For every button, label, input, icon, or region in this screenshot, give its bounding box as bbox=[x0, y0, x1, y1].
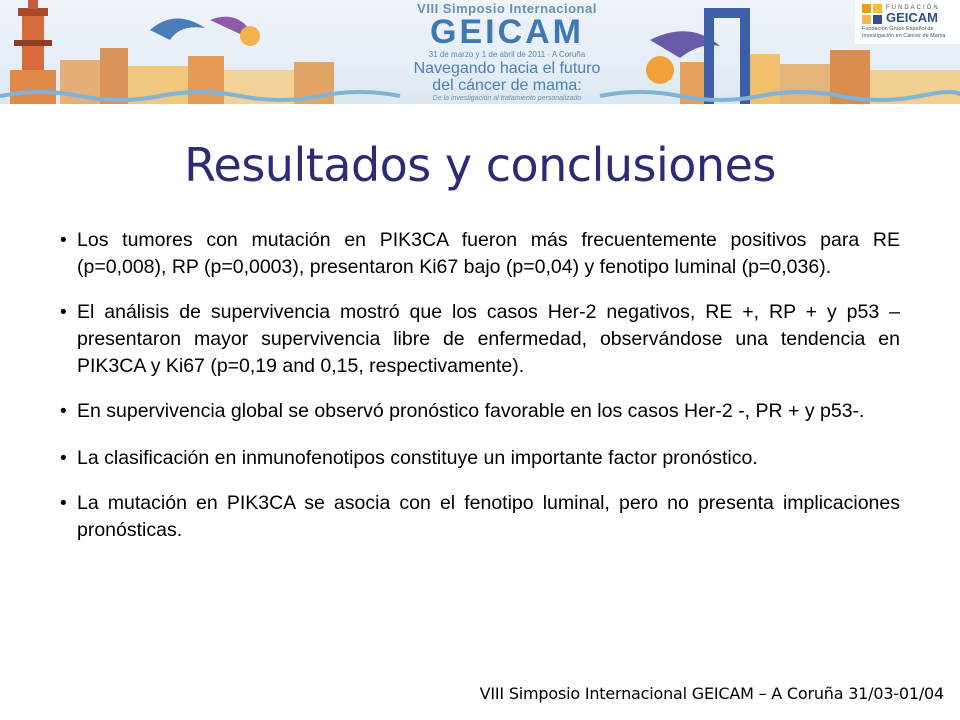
logo-prefix: FUNDACIÓN bbox=[886, 4, 940, 11]
list-item bbox=[60, 227, 900, 281]
bullet-icon: • bbox=[60, 493, 67, 514]
bullet-text: El análisis de supervivencia mostró que los casos Her-2 negativos, RE +, RP + y p53 – presentaron mayor supervivencia libre de enfermedad, observándose una tendencia en PIK3CA y Ki67 (p=0,19 and 0,15, respectivamente). bbox=[77, 301, 900, 377]
banner-tagline3: De la investigación al tratamiento personalizado bbox=[432, 95, 582, 102]
bullet-icon: • bbox=[60, 302, 67, 323]
bullet-text: Los tumores con mutación en PIK3CA fueron más frecuentemente positivos para RE (p=0,008), RP (p=0,0003), presentaron Ki67 bajo (p=0,04) y fenotipo luminal (p=0,036). bbox=[77, 229, 900, 278]
banner-title-block bbox=[382, 0, 632, 103]
bullet-icon: • bbox=[60, 401, 67, 422]
banner-line1: VIII Simposio Internacional bbox=[417, 1, 597, 16]
list-item bbox=[60, 299, 900, 380]
bullet-icon: • bbox=[60, 448, 67, 469]
bullet-icon: • bbox=[60, 230, 67, 251]
banner-tagline1: Navegando hacia el futuro bbox=[413, 60, 601, 77]
header-banner bbox=[0, 0, 960, 104]
slide-title: Resultados y conclusiones bbox=[184, 138, 776, 192]
lighthouse-illustration bbox=[10, 0, 56, 104]
list-item bbox=[60, 490, 900, 544]
bullet-text: La clasificación en inmunofenotipos constituye un importante factor pronóstico. bbox=[77, 447, 758, 469]
banner-line2: GEICAM bbox=[430, 13, 584, 51]
slide-footer: VIII Simposio Internacional GEICAM – A Coruña 31/03-01/04 bbox=[479, 684, 944, 703]
logo-icon bbox=[862, 4, 882, 24]
banner-tagline2: del cáncer de mama: bbox=[432, 77, 582, 94]
conclusions-list bbox=[60, 227, 900, 562]
geicam-logo bbox=[862, 4, 954, 40]
logo-description: Fundación Grupo Español de Investigación en Cáncer de Mama bbox=[862, 26, 946, 39]
list-item bbox=[60, 445, 900, 472]
bullet-text: La mutación en PIK3CA se asocia con el fenotipo luminal, pero no presenta implicaciones pronósticas. bbox=[77, 492, 900, 541]
bullet-text: En supervivencia global se observó pronóstico favorable en los casos Her-2 -, PR + y p53-. bbox=[77, 400, 865, 422]
list-item bbox=[60, 398, 900, 425]
logo-name: GEICAM bbox=[886, 9, 938, 25]
banner-date: 31 de marzo y 1 de abril de 2011 · A Coruña bbox=[428, 50, 586, 59]
